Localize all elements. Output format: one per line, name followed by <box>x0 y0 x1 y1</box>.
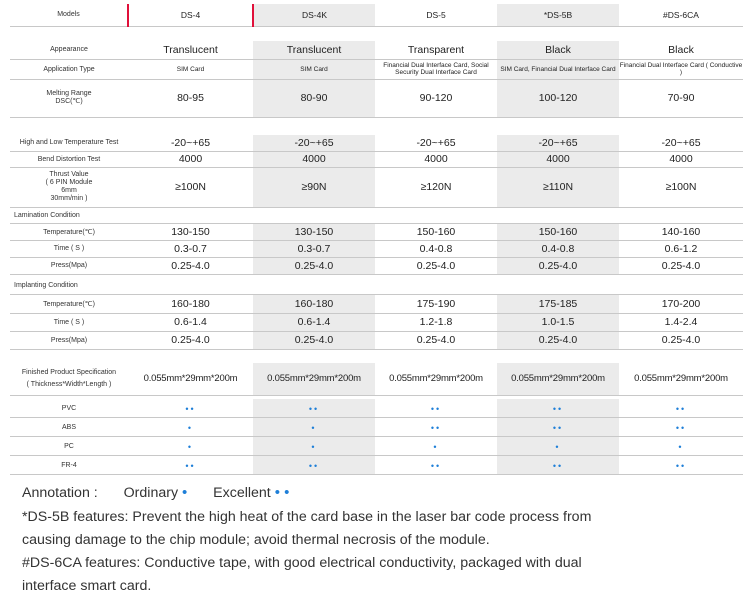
ordinary-label: Ordinary <box>123 485 179 501</box>
rating-dots: • <box>311 423 317 433</box>
rating-dots: • <box>187 442 194 452</box>
implanting-time-row <box>10 313 743 331</box>
application-label: Application Type <box>10 59 128 79</box>
models-label: Models <box>10 4 128 26</box>
appearance-value: Transparent <box>375 41 497 59</box>
spec-table <box>10 4 743 475</box>
spec-row <box>10 363 743 395</box>
temp-test-value: -20~+65 <box>128 135 253 151</box>
lamination-time-value: 0.6-1.2 <box>619 240 743 257</box>
bend-row <box>10 151 743 167</box>
temp-test-row <box>10 135 743 151</box>
implanting-temp-value: 160-180 <box>253 294 375 313</box>
ordinary-dot-icon: • <box>182 484 188 501</box>
spec-value: 0.055mm*29mm*200m <box>128 363 253 395</box>
rating-dots: • <box>433 442 439 452</box>
rating-dots: •• <box>430 423 442 433</box>
implanting-title: Implanting Condition <box>10 278 743 294</box>
appearance-value: Translucent <box>128 41 253 59</box>
lamination-press-value: 0.25-4.0 <box>375 257 497 274</box>
rating-dots: •• <box>185 461 196 471</box>
melting-value: 90-120 <box>375 79 497 117</box>
melting-value: 70-90 <box>619 79 743 117</box>
rating-dots: •• <box>675 404 687 414</box>
temp-test-value: -20~+65 <box>375 135 497 151</box>
thrust-value: ≥100N <box>128 167 253 207</box>
melting-value: 100-120 <box>497 79 619 117</box>
lamination-time-value: 0.3-0.7 <box>253 240 375 257</box>
model-ds-5: DS-5 <box>375 4 497 26</box>
thrust-value: ≥120N <box>375 167 497 207</box>
lamination-time-value: 0.4-0.8 <box>497 240 619 257</box>
appearance-label: Appearance <box>10 41 128 59</box>
appearance-value: Black <box>619 41 743 59</box>
implanting-temp-value: 175-190 <box>375 294 497 313</box>
implanting-time-label: Time ( S ) <box>10 313 128 331</box>
excellent-dots-icon: • • <box>274 484 290 501</box>
spec-value: 0.055mm*29mm*200m <box>253 363 375 395</box>
melting-value: 80-95 <box>128 79 253 117</box>
lamination-press-value: 0.25-4.0 <box>497 257 619 274</box>
implanting-press-value: 0.25-4.0 <box>375 331 497 349</box>
implanting-temp-label: Temperature(℃) <box>10 294 128 313</box>
implanting-temp-row <box>10 294 743 313</box>
melting-label: Melting Range DSC(℃) <box>10 79 128 117</box>
rating-dots: •• <box>552 423 564 433</box>
spec-value: 0.055mm*29mm*200m <box>619 363 743 395</box>
implanting-temp-value: 170-200 <box>619 294 743 313</box>
temp-test-label: High and Low Temperature Test <box>10 135 128 151</box>
models-header-row <box>10 4 743 26</box>
rating-dots: • <box>187 423 194 433</box>
lamination-time-label: Time ( S ) <box>10 240 128 257</box>
implanting-temp-value: 160-180 <box>128 294 253 313</box>
bend-value: 4000 <box>619 151 743 167</box>
implanting-time-value: 1.2-1.8 <box>375 313 497 331</box>
implanting-temp-value: 175-185 <box>497 294 619 313</box>
lamination-temp-value: 150-160 <box>497 223 619 240</box>
lamination-press-row <box>10 257 743 274</box>
note-ds5b-line2: causing damage to the chip module; avoid thermal necrosis of the module. <box>22 532 490 548</box>
note-ds5b-line1: *DS-5B features: Prevent the high heat of the card base in the laser bar code process from <box>22 509 592 525</box>
rating-dots: • <box>678 442 684 452</box>
application-value: SIM Card <box>253 59 375 79</box>
implanting-time-value: 0.6-1.4 <box>128 313 253 331</box>
thrust-label: Thrust Value ( 6 PIN Module 6mm 30mm/min ) <box>10 167 128 207</box>
appearance-row <box>10 41 743 59</box>
implanting-time-value: 0.6-1.4 <box>253 313 375 331</box>
note-ds6ca-line2: interface smart card. <box>22 578 152 594</box>
lamination-press-value: 0.25-4.0 <box>619 257 743 274</box>
temp-test-value: -20~+65 <box>619 135 743 151</box>
compat-row-pc <box>10 437 743 456</box>
annotation-label: Annotation : <box>22 485 98 501</box>
implanting-time-value: 1.4-2.4 <box>619 313 743 331</box>
thrust-value: ≥100N <box>619 167 743 207</box>
lamination-time-value: 0.3-0.7 <box>128 240 253 257</box>
spec-label: Finished Product Specification ( Thickness*Width*Length ) <box>10 363 128 395</box>
lamination-temp-label: Temperature(℃) <box>10 223 128 240</box>
lamination-press-label: Press(Mpa) <box>10 257 128 274</box>
implanting-press-value: 0.25-4.0 <box>619 331 743 349</box>
compat-row-abs <box>10 418 743 437</box>
rating-dots: •• <box>552 404 564 414</box>
melting-row <box>10 79 743 117</box>
temp-test-value: -20~+65 <box>497 135 619 151</box>
model-ds-4k: DS-4K <box>253 4 375 26</box>
lamination-temp-value: 130-150 <box>128 223 253 240</box>
thrust-row <box>10 167 743 207</box>
compat-row-fr4 <box>10 456 743 475</box>
rating-dots: •• <box>552 461 564 471</box>
spec-value: 0.055mm*29mm*200m <box>497 363 619 395</box>
application-value: Financial Dual Interface Card ( Conductive ) <box>619 59 743 79</box>
rating-dots: • <box>555 442 561 452</box>
implanting-press-value: 0.25-4.0 <box>253 331 375 349</box>
thrust-value: ≥90N <box>253 167 375 207</box>
implanting-press-value: 0.25-4.0 <box>128 331 253 349</box>
lamination-temp-value: 130-150 <box>253 223 375 240</box>
rating-dots: •• <box>430 461 442 471</box>
lamination-temp-value: 150-160 <box>375 223 497 240</box>
lamination-press-value: 0.25-4.0 <box>253 257 375 274</box>
lamination-title: Lamination Condition <box>10 207 743 223</box>
model-ds-4: DS-4 <box>128 4 253 26</box>
bend-value: 4000 <box>253 151 375 167</box>
rating-dots: •• <box>308 461 320 471</box>
bend-value: 4000 <box>497 151 619 167</box>
lamination-time-value: 0.4-0.8 <box>375 240 497 257</box>
application-value: SIM Card, Financial Dual Interface Card <box>497 59 619 79</box>
note-ds6ca-line1: #DS-6CA features: Conductive tape, with good electrical conductivity, packaged with dual <box>22 555 582 571</box>
bend-value: 4000 <box>375 151 497 167</box>
lamination-time-row <box>10 240 743 257</box>
implanting-press-value: 0.25-4.0 <box>497 331 619 349</box>
spec-value: 0.055mm*29mm*200m <box>375 363 497 395</box>
rating-dots: •• <box>675 461 687 471</box>
rating-dots: •• <box>185 404 196 414</box>
application-value: SIM Card <box>128 59 253 79</box>
rating-dots: •• <box>675 423 687 433</box>
temp-test-value: -20~+65 <box>253 135 375 151</box>
compat-label: ABS <box>10 418 128 437</box>
melting-value: 80-90 <box>253 79 375 117</box>
appearance-value: Black <box>497 41 619 59</box>
lamination-temp-value: 140-160 <box>619 223 743 240</box>
lamination-press-value: 0.25-4.0 <box>128 257 253 274</box>
appearance-value: Translucent <box>253 41 375 59</box>
application-value: Financial Dual Interface Card, Social Security Dual Interface Card <box>375 59 497 79</box>
implanting-time-value: 1.0-1.5 <box>497 313 619 331</box>
application-row <box>10 59 743 79</box>
lamination-temp-row <box>10 223 743 240</box>
compat-row-pvc <box>10 399 743 418</box>
model-ds-5b: *DS-5B <box>497 4 619 26</box>
implanting-press-row <box>10 331 743 349</box>
annotation-legend <box>22 483 289 503</box>
implanting-title-row <box>10 278 743 294</box>
bend-value: 4000 <box>128 151 253 167</box>
excellent-label: Excellent <box>213 485 271 501</box>
rating-dots: •• <box>430 404 442 414</box>
rating-dots: • <box>311 442 317 452</box>
rating-dots: •• <box>308 404 320 414</box>
compat-label: PVC <box>10 399 128 418</box>
bend-label: Bend Distortion Test <box>10 151 128 167</box>
lamination-title-row <box>10 207 743 223</box>
compat-label: PC <box>10 437 128 456</box>
compat-label: FR-4 <box>10 456 128 475</box>
model-ds-6ca: #DS-6CA <box>619 4 743 26</box>
implanting-press-label: Press(Mpa) <box>10 331 128 349</box>
thrust-value: ≥110N <box>497 167 619 207</box>
